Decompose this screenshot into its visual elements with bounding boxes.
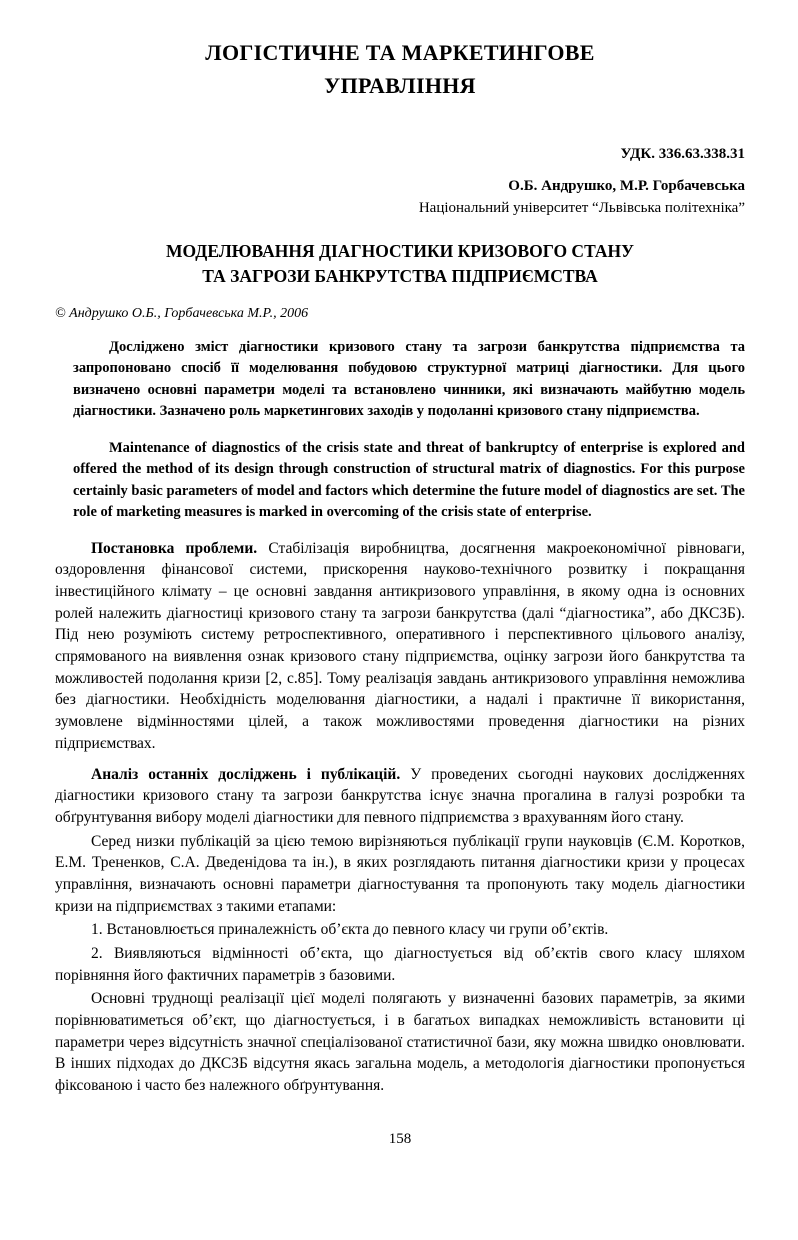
list-item-text: 2. Виявляються відмінності об’єкта, що діагностується від об’єктів свого класу шляхом порівняння його фактичних параметрів з базовими. [55, 945, 745, 984]
paragraph-text: Основні труднощі реалізації цієї моделі полягають у визначенні базових параметрів, за якими порівнюватиметься об’єкт, що діагностується, і в багатьох випадках неможливість встановити ці параметри через відсутність значної спеціалізованої статистичної бази, яку можна швидко оновлювати. В інших підходах до ДКСЗБ відсутня якась загальна модель, а методологія діагностики пропонується фіксованою і часто без належного обґрунтування. [55, 990, 745, 1095]
list-item-text: 1. Встановлюється приналежність об’єкта до певного класу чи групи об’єктів. [91, 921, 609, 939]
body-paragraph-difficulties [55, 988, 745, 1096]
body-paragraph-analysis [55, 764, 745, 829]
article-meta [55, 144, 745, 219]
journal-section-title-line2: УПРАВЛІННЯ [324, 73, 476, 98]
affiliation-line: Національний університет “Львівська політехніка” [418, 200, 745, 216]
article-title [55, 239, 745, 288]
abstract-english: Maintenance of diagnostics of the crisis state and threat of bankruptcy of enterprise is explored and offered the method of its design through construction of structural matrix of diagnostics. For this purpose certainly basic parameters of model and factors which determine the future model of diagnostics are set. The role of marketing measures is marked in overcoming of the crisis state of enterprise. [73, 439, 745, 521]
journal-section-title-line1: ЛОГІСТИЧНЕ ТА МАРКЕТИНГОВЕ [205, 40, 595, 65]
udc-code: УДК. 336.63.338.31 [620, 146, 745, 162]
paragraph-text: У проведених сьогодні наукових дослідженнях діагностики кризового стану та загрози банкрутства існує значна прогалина в галузі розробки та обґрунтування вибору моделі діагностики для певного підприємства з врахуванням його стану. [55, 765, 746, 826]
copyright-line: © Андрушко О.Б., Горбачевська М.Р., 2006 [55, 306, 309, 321]
article-title-line1: МОДЕЛЮВАННЯ ДІАГНОСТИКИ КРИЗОВОГО СТАНУ [166, 241, 634, 261]
paragraph-text: Серед низки публікацій за цією темою вирізняються публікації групи науковців (Є.М. Коротков, Е.М. Трененков, С.А. Дведенідова та ін.), в яких розглядають питання діагностики кризи у процесах управління, визначають основні параметри діагностування та пропонують таку модель діагностики кризи на підприємствах з такими етапами: [55, 832, 745, 915]
abstract-ukrainian: Досліджено зміст діагностики кризового стану та загрози банкрутства підприємства та запропоновано спосіб її моделювання побудовою структурної матриці діагностики. Для цього визначено основні параметри моделі та встановлено чинники, які визначають майбутню модель діагностики. Зазначено роль маркетингових заходів у подоланні кризового стану підприємства. [73, 339, 745, 420]
list-item-1 [55, 919, 745, 941]
paragraph-lead: Аналіз останніх досліджень і публікацій. [91, 765, 401, 783]
article-body [55, 538, 745, 1097]
body-paragraph-problem-statement [55, 538, 745, 755]
paragraph-lead: Постановка проблеми. [91, 539, 258, 557]
journal-section-title [55, 36, 745, 102]
article-title-line2: ТА ЗАГРОЗИ БАНКРУТСТВА ПІДПРИЄМСТВА [202, 265, 598, 286]
paragraph-text: Стабілізація виробництва, досягнення макроекономічної рівноваги, оздоровлення фінансової системи, прискорення науково-технічного розвитку і покращання інвестиційного клімату – це основні завдання антикризового управління, в якому одна із основних ролей належить діагностиці кризового стану та загрози банкрутства (далі “діагностика”, або ДКСЗБ). Під нею розуміють систему ретроспективного, оперативного і перспективного цільового аналізу, спрямованого на виявлення ознак кризового стану підприємства, оцінку загрози його банкрутства та можливостей подолання кризи [2, с.85]. Тому реалізація завдань антикризового управління неможлива без діагностики. Необхідність моделювання діагностики, а надалі і практичне її використання, зумовлене відмінностями цілей, а також можливостями проведення діагностики на різних підприємствах. [55, 539, 746, 752]
authors-line: О.Б. Андрушко, М.Р. Горбачевська [508, 178, 745, 194]
body-paragraph-publications [55, 831, 745, 918]
page-number: 158 [388, 1130, 412, 1147]
list-item-2 [55, 943, 745, 986]
